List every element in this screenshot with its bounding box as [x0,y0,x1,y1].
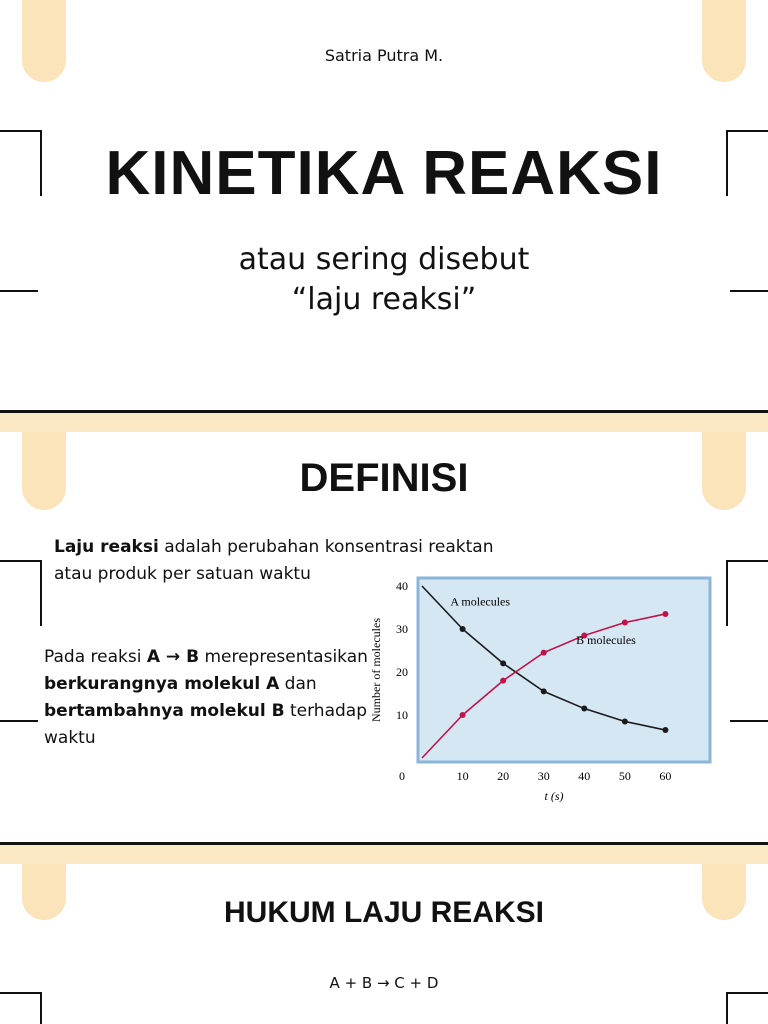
x-axis-label: t (s) [544,789,564,802]
right-bracket-decoration [726,560,768,626]
y-tick-label: 40 [396,579,408,593]
subtitle [0,240,768,320]
x-tick-label: 40 [578,769,591,783]
y-axis-label: Number of molecules [369,618,383,722]
definition-slide [0,432,768,842]
data-point [622,718,628,724]
laju-reaksi-term: Laju reaksi [54,537,159,557]
reaction-equation: A + B → C + D [329,974,439,992]
right-bracket-decoration [726,992,768,1024]
data-point [662,611,668,617]
definition-text: adalah perubahan konsentrasi reaktan atau produk per satuan waktu [54,537,494,584]
x-tick-label: 30 [537,769,550,783]
slide-separator [0,410,768,413]
definition-title: DEFINISI [299,456,469,500]
right-dash-decoration [730,720,768,722]
data-point [500,660,506,666]
molecules-vs-time-chart [364,572,714,802]
x-tick-label: 20 [497,769,510,783]
data-point [460,626,466,632]
para2-text: merepresentasikan [199,647,368,667]
series-label-a: A molecules [450,594,511,609]
data-point [541,688,547,694]
right-tab-decoration [702,0,746,82]
data-point [662,727,668,733]
para2-text: Pada reaksi [44,647,147,667]
author-name: Satria Putra M. [324,46,444,65]
left-bracket-decoration [0,560,42,626]
y-tick-label: 30 [396,622,408,636]
rate-law-title: HUKUM LAJU REAKSI [223,896,544,929]
x-tick-label: 0 [399,769,405,783]
reaction-a-to-b: A → B [146,647,200,667]
series-label-b: B molecules [576,633,636,648]
increasing-b-text: bertambahnya molekul B [44,701,285,721]
x-tick-label: 60 [659,769,672,783]
slide-separator [0,842,768,845]
data-point [581,706,587,712]
data-point [500,678,506,684]
y-tick-label: 20 [396,665,408,679]
data-point [460,712,466,718]
subtitle-line-2: “laju reaksi” [291,282,477,317]
main-title: KINETIKA REAKSI [105,139,663,208]
decreasing-a-text: berkurangnya molekul A [44,674,280,694]
left-dash-decoration [0,720,38,722]
para2-text: terhadap waktu [44,701,367,748]
y-tick-label: 10 [396,708,408,722]
x-tick-label: 50 [618,769,631,783]
x-tick-label: 10 [456,769,469,783]
data-point [541,650,547,656]
left-tab-decoration [22,0,66,82]
para2-text: dan [279,674,317,694]
data-point [622,620,628,626]
rate-law-slide [0,864,768,1024]
subtitle-line-1: atau sering disebut [238,242,530,277]
left-bracket-decoration [0,992,42,1024]
reaction-paragraph [44,644,384,752]
title-slide [0,0,768,410]
